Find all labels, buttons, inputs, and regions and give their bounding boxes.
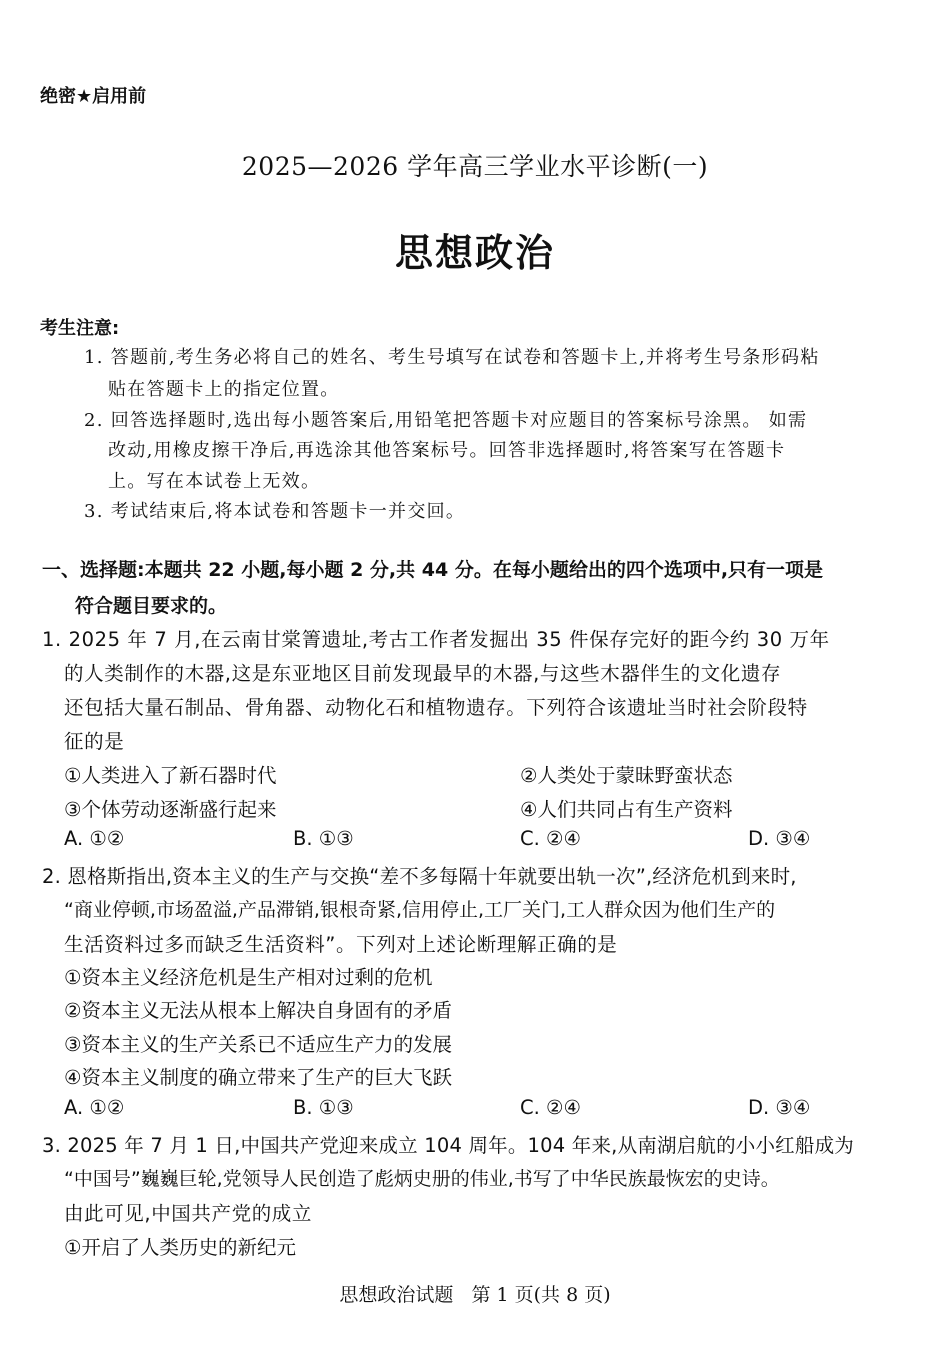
statement-2: ②资本主义无法从根本上解决自身固有的矛盾 xyxy=(64,999,452,1022)
notice-heading: 考生注意: xyxy=(40,318,120,339)
section-heading-cont: 符合题目要求的。 xyxy=(75,595,228,617)
question-stem-line: “中国号”巍巍巨轮,党领导人民创造了彪炳史册的伟业,书写了中华民族最恢宏的史诗。 xyxy=(64,1168,780,1190)
statement-2: ②人类处于蒙昧野蛮状态 xyxy=(520,764,733,787)
option-b: B. ①③ xyxy=(293,827,354,850)
option-c: C. ②④ xyxy=(520,827,581,850)
notice-line: 2. 回答选择题时,选出每小题答案后,用铅笔把答题卡对应题目的答案标号涂黑。 如需 xyxy=(84,410,808,431)
confidential-mark: 绝密★启用前 xyxy=(40,86,147,107)
question-stem-line: 的人类制作的木器,这是东亚地区目前发现最早的木器,与这些木器伴生的文化遗存 xyxy=(64,662,782,685)
subject-title: 思想政治 xyxy=(394,231,555,275)
question-stem-line: 3. 2025 年 7 月 1 日,中国共产党迎来成立 104 周年。104 年来,从南湖启航的小小红船成为 xyxy=(42,1134,854,1157)
statement-1: ①资本主义经济危机是生产相对过剩的危机 xyxy=(64,966,433,989)
question-stem-line: 生活资料过多而缺乏生活资料”。下列对上述论断理解正确的是 xyxy=(64,933,618,956)
statement-1: ①人类进入了新石器时代 xyxy=(64,764,277,787)
option-c: C. ②④ xyxy=(520,1096,581,1119)
statement-4: ④资本主义制度的确立带来了生产的巨大飞跃 xyxy=(64,1066,452,1089)
section-heading: 一、选择题:本题共 22 小题,每小题 2 分,共 44 分。在每小题给出的四个选项中,只有一项是 xyxy=(42,559,824,581)
notice-line: 贴在答题卡上的指定位置。 xyxy=(108,379,340,400)
question-stem-line: 1. 2025 年 7 月,在云南甘棠箐遗址,考古工作者发掘出 35 件保存完好的距今约 30 万年 xyxy=(42,628,830,651)
statement-3: ③个体劳动逐渐盛行起来 xyxy=(64,798,277,821)
question-stem-line: 2. 恩格斯指出,资本主义的生产与交换“差不多每隔十年就要出轨一次”,经济危机到来时, xyxy=(42,865,797,888)
option-d: D. ③④ xyxy=(748,1096,811,1119)
statement-3: ③资本主义的生产关系已不适应生产力的发展 xyxy=(64,1033,452,1056)
statement-4: ④人们共同占有生产资料 xyxy=(520,798,733,821)
question-stem-line: “商业停顿,市场盈溢,产品滞销,银根奇紧,信用停止,工厂关门,工人群众因为他们生产的 xyxy=(64,899,776,921)
question-stem-line: 征的是 xyxy=(64,730,125,753)
notice-line: 1. 答题前,考生务必将自己的姓名、考生号填写在试卷和答题卡上,并将考生号条形码粘 xyxy=(84,347,820,368)
question-stem-line: 还包括大量石制品、骨角器、动物化石和植物遗存。下列符合该遗址当时社会阶段特 xyxy=(64,696,808,719)
option-b: B. ①③ xyxy=(293,1096,354,1119)
page-footer: 思想政治试题 第 1 页(共 8 页) xyxy=(339,1284,611,1306)
option-a: A. ①② xyxy=(64,827,125,850)
option-a: A. ①② xyxy=(64,1096,125,1119)
statement-1: ①开启了人类历史的新纪元 xyxy=(64,1236,296,1259)
exam-title: 2025—2026 学年高三学业水平诊断(一) xyxy=(241,152,709,181)
question-stem-line: 由此可见,中国共产党的成立 xyxy=(64,1202,312,1225)
option-d: D. ③④ xyxy=(748,827,811,850)
notice-line: 3. 考试结束后,将本试卷和答题卡一并交回。 xyxy=(84,501,466,522)
notice-line: 上。写在本试卷上无效。 xyxy=(108,471,321,492)
notice-line: 改动,用橡皮擦干净后,再选涂其他答案标号。回答非选择题时,将答案写在答题卡 xyxy=(108,440,786,461)
